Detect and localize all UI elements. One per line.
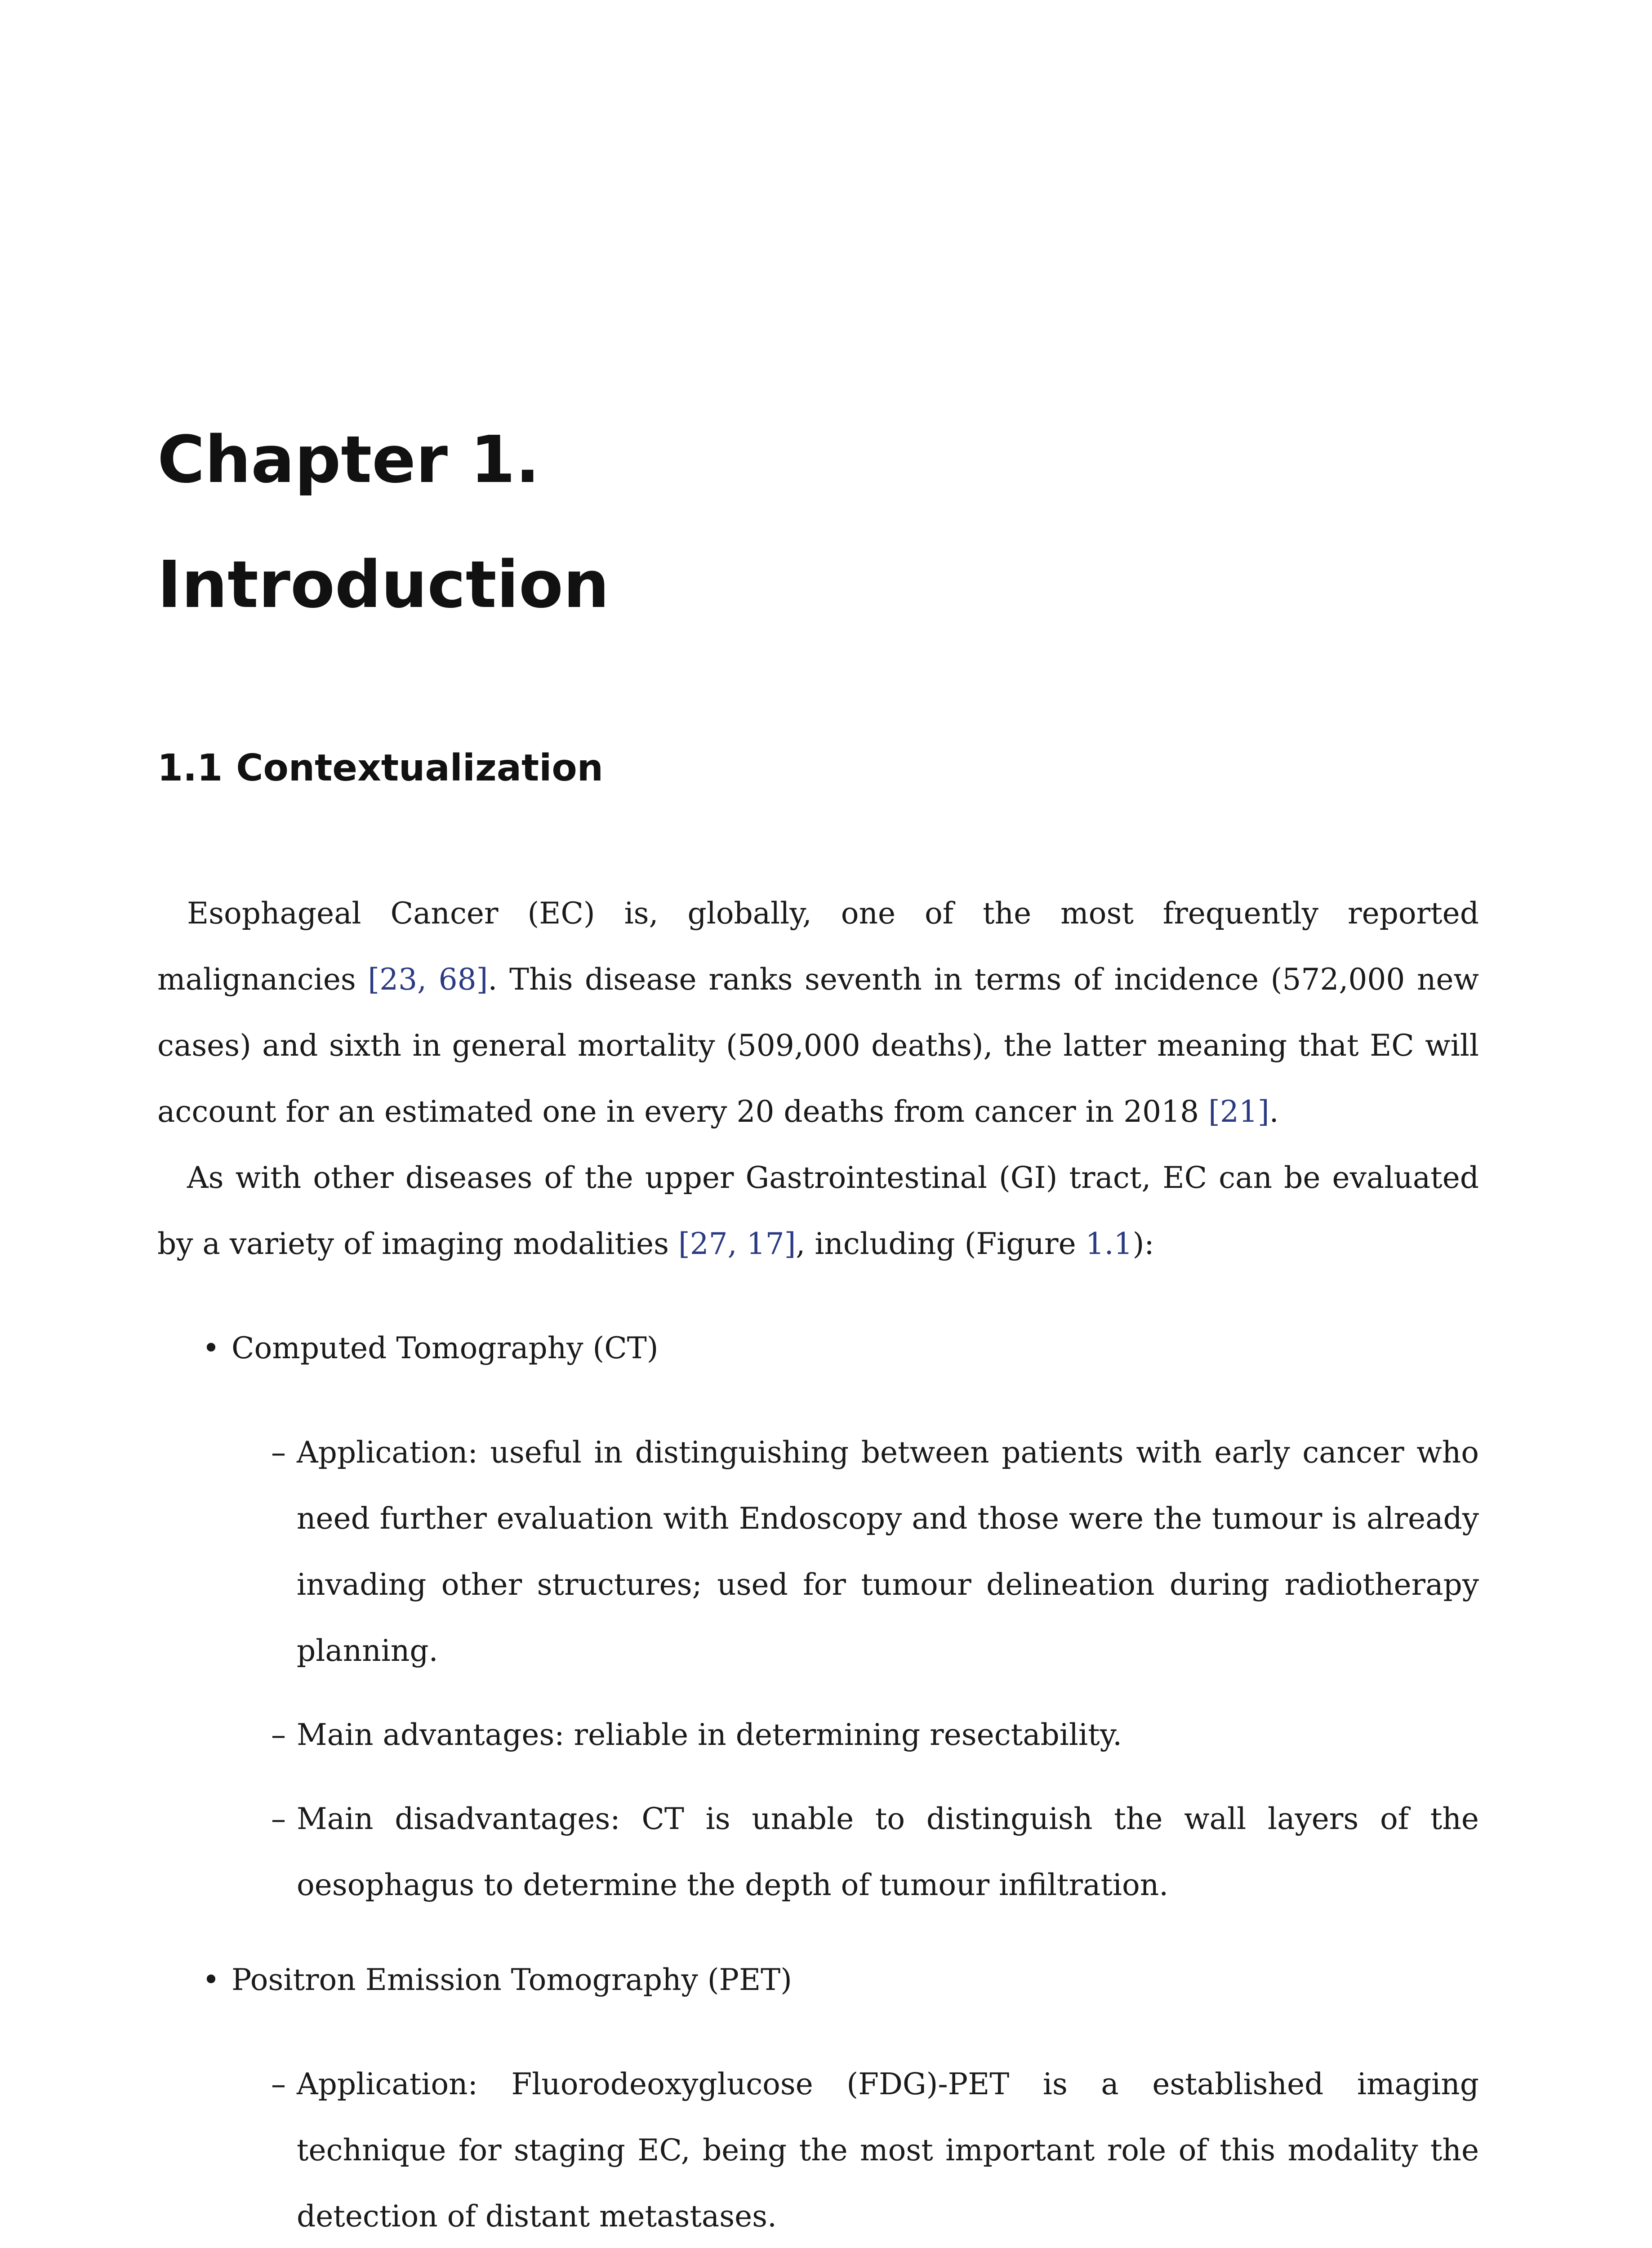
citation-link[interactable]: [21]	[1208, 1094, 1269, 1129]
dash-icon: –	[271, 1717, 286, 1752]
paragraph-intro	[157, 880, 1479, 1145]
chapter-label: Chapter 1.	[157, 422, 540, 497]
paragraph-modalities	[157, 1145, 1479, 1277]
list-item-ct	[157, 1315, 1479, 1918]
dash-icon: –	[271, 1435, 286, 1470]
bullet-icon: •	[202, 1963, 220, 1997]
paragraph-text: As with other diseases of the upper Gastrointestinal (GI) tract, EC can be evaluated by a variety of imaging modalities	[157, 1160, 1479, 1261]
chapter-title: Introduction	[157, 547, 610, 622]
paragraph-text: .	[1269, 1094, 1279, 1129]
section-heading	[157, 747, 604, 789]
modality-details	[232, 2051, 1479, 2248]
detail-item	[232, 1786, 1479, 1918]
bullet-icon: •	[202, 1331, 220, 1365]
paragraph-text: ):	[1132, 1227, 1154, 1261]
detail-text: Main disadvantages: CT is unable to distinguish the wall layers of the oesophagus to determine the depth of tumour infiltration.	[297, 1802, 1479, 1902]
detail-item	[232, 1702, 1479, 1768]
modality-name: Positron Emission Tomography (PET)	[232, 1963, 792, 1997]
section-title: Contextualization	[236, 747, 604, 789]
paragraph-text: , including (Figure	[796, 1227, 1086, 1261]
citation-link[interactable]: [27, 17]	[678, 1227, 796, 1261]
detail-item	[232, 2051, 1479, 2248]
list-item-pet	[157, 1947, 1479, 2248]
detail-text: Main advantages: reliable in determining resectability.	[297, 1717, 1122, 1752]
modality-details	[232, 1419, 1479, 1918]
modality-name: Computed Tomography (CT)	[232, 1331, 659, 1365]
body-content	[157, 880, 1479, 2248]
modality-list	[157, 1315, 1479, 2248]
section-number: 1.1	[157, 747, 223, 789]
detail-text: Application: Fluorodeoxyglucose (FDG)-PET is a established imaging technique for staging EC, being the most important role of this modality the detection of distant metastases.	[297, 2067, 1479, 2234]
citation-link[interactable]: [23, 68]	[368, 962, 488, 997]
detail-text: Application: useful in distinguishing between patients with early cancer who need further evaluation with Endoscopy and those were the tumour is already invading other structures; used for tumour delineation during radiotherapy planning.	[297, 1435, 1479, 1668]
dash-icon: –	[271, 1802, 286, 1836]
paragraph-text: Esophageal Cancer (EC) is, globally, one of the most frequently reported malignancies	[157, 896, 1479, 997]
figure-reference-link[interactable]: 1.1	[1085, 1227, 1133, 1261]
paragraph-text: . This disease ranks seventh in terms of incidence (572,000 new cases) and sixth in general mortality (509,000 deaths), the latter meaning that EC will account for an estimated one in every 20 deaths from cancer in 2018	[157, 962, 1479, 1129]
dash-icon: –	[271, 2067, 286, 2101]
detail-item	[232, 1419, 1479, 1684]
